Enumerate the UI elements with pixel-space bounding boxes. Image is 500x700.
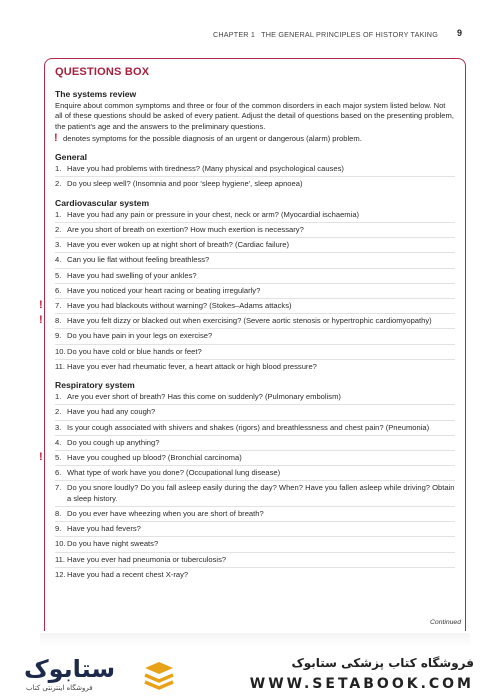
logo-wordmark: ستابوک <box>24 655 116 683</box>
question-text: Have you had blackouts without warning? (Stokes–Adams attacks) <box>67 301 292 311</box>
footer-banner <box>0 648 500 700</box>
question-number: 4. <box>55 255 62 265</box>
question-item <box>55 468 455 481</box>
question-text: Can you lie flat without feeling breathless? <box>67 255 210 265</box>
section-cardiovascular-system <box>39 197 455 374</box>
question-item <box>55 271 455 284</box>
question-item <box>55 524 455 537</box>
logo-subtitle: فروشگاه اینترنتی کتاب <box>26 684 93 692</box>
question-text: Have you had any pain or pressure in your chest, neck or arm? (Myocardial ischaemia) <box>67 209 360 219</box>
setabook-logo <box>24 656 184 696</box>
question-item <box>55 255 455 268</box>
questions-box-title: QUESTIONS BOX <box>55 66 150 78</box>
question-item <box>55 407 455 420</box>
question-item <box>39 314 455 329</box>
alarm-legend-text: denotes symptoms for the possible diagnosis of an urgent or dangerous (alarm) problem. <box>63 133 362 143</box>
question-item <box>55 179 455 191</box>
question-number: 10. <box>55 539 66 549</box>
question-item <box>55 483 455 506</box>
question-number: 5. <box>55 453 62 463</box>
question-item <box>55 286 455 299</box>
question-item <box>55 347 455 360</box>
alarm-icon: ! <box>39 299 43 312</box>
question-number: 8. <box>55 508 62 518</box>
systems-review-intro: Enquire about common symptoms and three or four of the common disorders in each major system listed below. Not all of these questions should be asked of every patient. Adjust the detail of questions based on the presenting problem, the patient's age and the answers to the preliminary questions. <box>55 101 454 131</box>
question-item <box>39 299 455 314</box>
question-text: Have you had a recent chest X-ray? <box>67 569 189 579</box>
question-sections <box>39 152 455 582</box>
section-heading: General <box>55 152 88 163</box>
question-text: Have you had fevers? <box>67 524 141 534</box>
question-text: Have you noticed your heart racing or beating irregularly? <box>67 285 261 295</box>
question-text: Do you ever have wheezing when you are short of breath? <box>67 508 264 518</box>
chapter-title: THE GENERAL PRINCIPLES OF HISTORY TAKING <box>261 30 438 39</box>
question-number: 7. <box>55 301 62 311</box>
question-text: Do you snore loudly? Do you fall asleep easily during the day? When? Have you fallen asleep while driving? Obtain a sleep history. <box>67 483 455 503</box>
question-item <box>55 210 455 223</box>
question-number: 2. <box>55 225 62 235</box>
question-number: 9. <box>55 524 62 534</box>
question-item <box>39 451 455 466</box>
question-number: 10. <box>55 346 66 356</box>
question-item <box>55 240 455 253</box>
question-number: 3. <box>55 240 62 250</box>
question-number: 9. <box>55 331 62 341</box>
alarm-icon: ! <box>54 131 58 144</box>
question-number: 12. <box>55 569 66 579</box>
running-header <box>213 30 438 39</box>
section-respiratory-system <box>39 380 455 582</box>
question-number: 3. <box>55 422 62 432</box>
question-text: Do you have night sweats? <box>67 539 159 549</box>
question-text: Are you short of breath on exertion? How much exertion is necessary? <box>67 225 304 235</box>
question-text: Have you ever had rheumatic fever, a heart attack or high blood pressure? <box>67 361 317 371</box>
alarm-icon: ! <box>39 314 43 327</box>
question-item <box>55 362 455 374</box>
questions-box-content <box>39 89 455 588</box>
question-text: Have you ever woken up at night short of breath? (Cardiac failure) <box>67 240 290 250</box>
question-text: Do you cough up anything? <box>67 437 160 447</box>
page-number: 9 <box>456 28 462 38</box>
question-number: 1. <box>55 209 62 219</box>
question-number: 5. <box>55 270 62 280</box>
question-list <box>55 164 455 191</box>
question-text: Is your cough associated with shivers and shakes (rigors) and breathlessness and chest pain? (Pneumonia) <box>67 422 430 432</box>
questions-box <box>39 58 466 631</box>
question-number: 8. <box>55 316 62 326</box>
question-text: Have you coughed up blood? (Bronchial carcinoma) <box>67 453 242 463</box>
question-item <box>55 423 455 436</box>
question-text: Do you have cold or blue hands or feet? <box>67 346 202 356</box>
shop-url[interactable]: WWW.SETABOOK.COM <box>249 676 474 692</box>
question-number: 6. <box>55 285 62 295</box>
alarm-legend <box>54 131 455 144</box>
question-item <box>55 570 455 582</box>
question-item <box>55 392 455 405</box>
box-bottom-shadow <box>40 633 470 647</box>
question-number: 4. <box>55 437 62 447</box>
question-item <box>55 331 455 344</box>
alarm-icon: ! <box>39 451 43 464</box>
chapter-label: CHAPTER 1 <box>212 30 256 39</box>
question-number: 11. <box>55 361 65 371</box>
question-number: 7. <box>55 483 62 493</box>
question-number: 1. <box>55 392 62 402</box>
continued-label: Continued <box>430 619 461 626</box>
question-item <box>55 164 455 177</box>
question-number: 2. <box>55 179 62 189</box>
question-text: Have you ever had pneumonia or tuberculosis? <box>67 554 227 564</box>
question-number: 2. <box>55 407 62 417</box>
question-item <box>55 509 455 522</box>
section-heading: Respiratory system <box>55 380 135 391</box>
question-text: Do you have pain in your legs on exercise? <box>67 331 213 341</box>
section-heading: Cardiovascular system <box>55 197 150 208</box>
question-item <box>55 438 455 451</box>
systems-review-heading: The systems review <box>55 89 137 99</box>
book-stack-icon <box>142 658 176 692</box>
question-item <box>55 555 455 568</box>
section-general <box>55 152 455 192</box>
question-list <box>39 392 455 582</box>
shop-name: فروشگاه کتاب پزشکی ستابوک <box>291 656 474 670</box>
question-text: Are you ever short of breath? Has this come on suddenly? (Pulmonary embolism) <box>67 392 341 402</box>
question-text: Have you had problems with tiredness? (Many physical and psychological causes) <box>67 164 344 174</box>
question-item <box>55 539 455 552</box>
page-header <box>0 28 500 44</box>
question-text: Have you had any cough? <box>67 407 156 417</box>
question-list <box>39 209 455 374</box>
question-number: 11. <box>55 554 65 564</box>
question-number: 1. <box>55 164 62 174</box>
question-text: Have you felt dizzy or blacked out when exercising? (Severe aortic stenosis or hypertrophic cardiomyopathy) <box>67 316 432 326</box>
question-number: 6. <box>55 468 62 478</box>
question-text: Do you sleep well? (Insomnia and poor 'sleep hygiene', sleep apnoea) <box>67 179 303 189</box>
question-text: Have you had swelling of your ankles? <box>67 270 197 280</box>
question-text: What type of work have you done? (Occupational lung disease) <box>67 468 281 478</box>
question-item <box>55 225 455 238</box>
